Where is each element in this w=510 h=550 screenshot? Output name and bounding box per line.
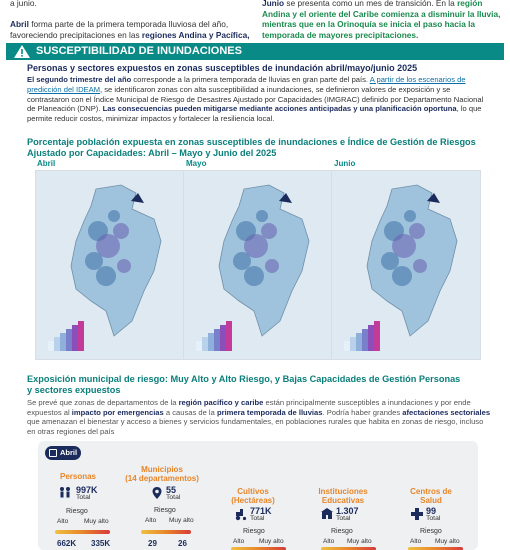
legend-swatch (368, 325, 374, 351)
instituciones-total: 1.307 (336, 506, 359, 516)
ideam-link[interactable]: A partir de los escenarios de predicción del IDEAM (27, 75, 466, 94)
school-icon (320, 507, 334, 521)
legend-swatch (344, 341, 350, 351)
risk-area (244, 266, 264, 286)
month-label-abril: Abril (37, 159, 56, 168)
personas-alto-value: 662K (57, 539, 77, 548)
exposure-paragraph: Se prevé que zonas de departamentos de la región pacífico y caribe están principalmente susceptibles a inundaciones y por ende expuestos al impacto por emergencias a causas de la primera temporada de lluvias. Podría haber grandes afectaciones sectoriales que amenazan el bienestar y acceso a bienes y servicios fundamentales, en poblaciones rurales que habita en zonas de riesgo, incluso en otras regiones del país (27, 398, 491, 436)
tractor-icon (234, 507, 248, 521)
risk-area (113, 223, 129, 239)
map-junio (331, 170, 481, 360)
section-banner: SUSCEPTIBILIDAD DE INUNDACIONES (6, 43, 504, 60)
legend-swatch (72, 325, 78, 351)
map-abril (35, 170, 185, 360)
colombia-map (184, 171, 333, 360)
legend-swatch (196, 341, 202, 351)
risk-area (117, 259, 131, 273)
municipios-total: 55 (166, 485, 177, 495)
health-cross-icon (410, 507, 424, 521)
maps-heading: Porcentaje población expuesta en zonas susceptibles de inundaciones e Índice de Gestión de Riesgos Ajustado por Capacidades: Abril – Mayo y Junio del 2025 (27, 137, 476, 158)
risk-scale-bar (55, 530, 110, 534)
personas-total: 997K (76, 485, 98, 495)
legend-swatch (362, 329, 368, 351)
cultivos-total: 771K (250, 506, 272, 516)
risk-area (108, 210, 120, 222)
cultivos-label: Cultivos (Hectáreas) (231, 487, 275, 505)
risk-area (409, 223, 425, 239)
people-icon (58, 486, 72, 500)
section-paragraph: El segundo trimestre del año corresponde a la primera temporada de lluvias en gran parte del país. A partir de los escenarios de predicción del IDEAM, se identificaron zonas con alta susceptibilidad a inundaciones, se definieron valores de exposición y se contrastaron con el Índice Municipal de Riesgo de Desastres Ajustado por Capacidades (IMGRAC) definido por Departamento Nacional de Planeación (DNP). Las consecuencias pueden mitigarse mediante acciones anticipadas y una planificación oportuna, lo que permite reducir costos, minimizar impactos y fortalecer la resiliencia local. (27, 75, 484, 124)
instituciones-label: Instituciones Educativas (318, 487, 368, 505)
legend-swatch (66, 329, 72, 351)
exposure-heading: Exposición municipal de riesgo: Muy Alto y Alto Riesgo, y Bajas Capacidades de Gestión Personas y sectores expuestos (27, 374, 461, 395)
centros-total: 99 (426, 506, 437, 516)
map-mayo (183, 170, 333, 360)
stats-panel: Abril Personas 997K Total Riesgo Alto Muy alto 662K 335K Municipios (14 departamentos) 55 Total Riesgo Alto Muy alto 29 26 Cultivos (Hectáreas) 771K Total Riesgo Alto Muy alto Instituciones Educativas 1.307 Total Riesgo Alto Muy alto Centros de Salud 99 Total Riesgo Alto Muy alto (38, 441, 478, 550)
risk-area (404, 210, 416, 222)
calendar-icon (49, 449, 57, 457)
risk-area (261, 223, 277, 239)
risk-scale-bar (141, 530, 191, 534)
legend-swatch (48, 341, 54, 351)
municipios-alto-value: 29 (148, 539, 157, 548)
risk-area (96, 266, 116, 286)
month-label-mayo: Mayo (186, 159, 207, 168)
personas-label: Personas (59, 472, 97, 481)
legend-swatch (220, 325, 226, 351)
colombia-map (332, 171, 481, 360)
intro-text (0, 0, 510, 38)
centros-salud-label: Centros de Salud (410, 487, 452, 505)
legend-swatch (226, 321, 232, 351)
personas-muy-alto-value: 335K (91, 539, 111, 548)
location-pin-icon (150, 486, 164, 500)
legend-swatch (374, 321, 380, 351)
legend-swatch (356, 333, 362, 351)
warning-icon (14, 45, 30, 58)
legend-swatch (78, 321, 84, 351)
month-label-junio: Junio (334, 159, 356, 168)
legend-swatch (60, 333, 66, 351)
municipios-label: Municipios (14 departamentos) (125, 465, 199, 483)
colombia-map (36, 171, 185, 360)
intro-right: Junio se presenta como un mes de transición. En la región Andina y el oriente del Caribe comienza a disminuir la lluvia, mientras que en la Orinoquía se inicia el paso hacia la temporada de mayores precipitaciones. (262, 0, 501, 40)
section-heading: Personas y sectores expuestos en zonas susceptibles de inundación abril/mayo/junio 2025 (27, 63, 418, 73)
month-pill: Abril (45, 446, 81, 460)
legend-swatch (202, 337, 208, 351)
risk-area (265, 259, 279, 273)
legend-swatch (54, 337, 60, 351)
risk-area (256, 210, 268, 222)
risk-area (85, 252, 103, 270)
risk-area (233, 252, 251, 270)
risk-area (392, 266, 412, 286)
legend-swatch (208, 333, 214, 351)
risk-area (413, 259, 427, 273)
legend-swatch (350, 337, 356, 351)
risk-area (381, 252, 399, 270)
municipios-muy-alto-value: 26 (178, 539, 187, 548)
legend-swatch (214, 329, 220, 351)
intro-left: a junio. Abril forma parte de la primera temporada lluviosa del año, favoreciendo precipitaciones en las regiones Andina y Pacífica, (10, 0, 250, 40)
